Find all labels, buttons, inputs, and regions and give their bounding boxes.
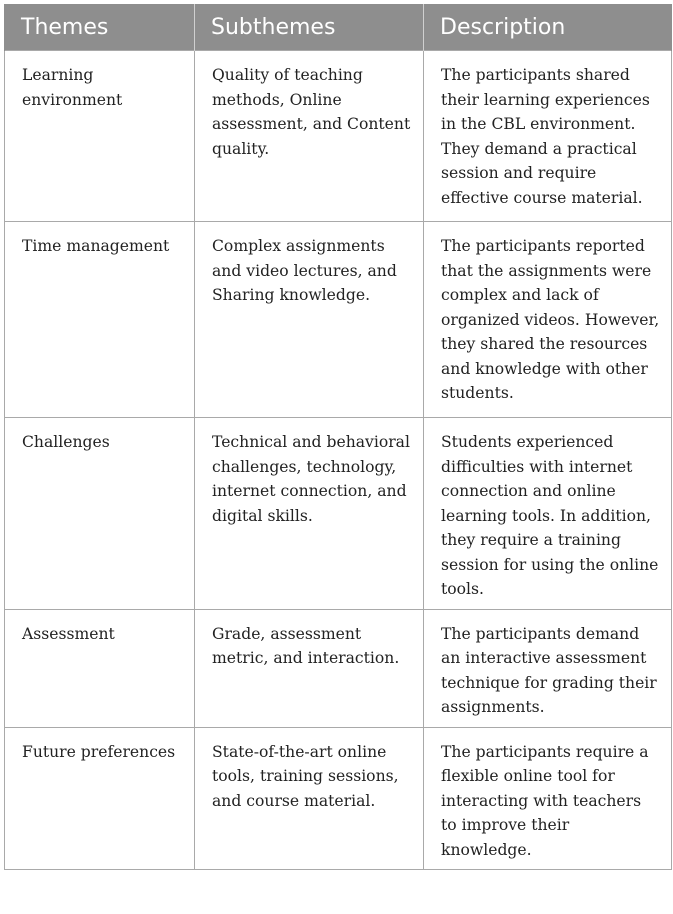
- table-header: [5, 4, 672, 51]
- table-row: [5, 51, 672, 222]
- header-description: Description: [424, 4, 672, 51]
- themes-table: [4, 4, 672, 870]
- cell-theme: Assessment: [5, 609, 195, 727]
- table-body: [5, 51, 672, 870]
- header-subthemes: Subthemes: [195, 4, 424, 51]
- cell-subthemes: Grade, assessment metric, and interaction.: [195, 609, 424, 727]
- cell-subthemes: Technical and behavioral challenges, technology, internet connection, and digital skills.: [195, 418, 424, 610]
- header-themes: Themes: [5, 4, 195, 51]
- table-row: [5, 418, 672, 610]
- cell-subthemes: Complex assignments and video lectures, and Sharing knowledge.: [195, 222, 424, 418]
- cell-description: Students experienced difficulties with internet connection and online learning tools. In addition, they require a training session for using the online tools.: [424, 418, 672, 610]
- header-row: [5, 4, 672, 51]
- cell-theme: Future preferences: [5, 727, 195, 870]
- cell-theme: Challenges: [5, 418, 195, 610]
- table-row: [5, 609, 672, 727]
- cell-description: The participants shared their learning experiences in the CBL environment. They demand a practical session and require effective course material.: [424, 51, 672, 222]
- cell-theme: Learning environment: [5, 51, 195, 222]
- cell-description: The participants reported that the assignments were complex and lack of organized videos. However, they shared the resources and knowledge with other students.: [424, 222, 672, 418]
- themes-table-container: [4, 4, 671, 870]
- table-row: [5, 222, 672, 418]
- cell-subthemes: State-of-the-art online tools, training sessions, and course material.: [195, 727, 424, 870]
- cell-subthemes: Quality of teaching methods, Online assessment, and Content quality.: [195, 51, 424, 222]
- table-row: [5, 727, 672, 870]
- cell-description: The participants demand an interactive assessment technique for grading their assignments.: [424, 609, 672, 727]
- cell-description: The participants require a flexible online tool for interacting with teachers to improve their knowledge.: [424, 727, 672, 870]
- cell-theme: Time management: [5, 222, 195, 418]
